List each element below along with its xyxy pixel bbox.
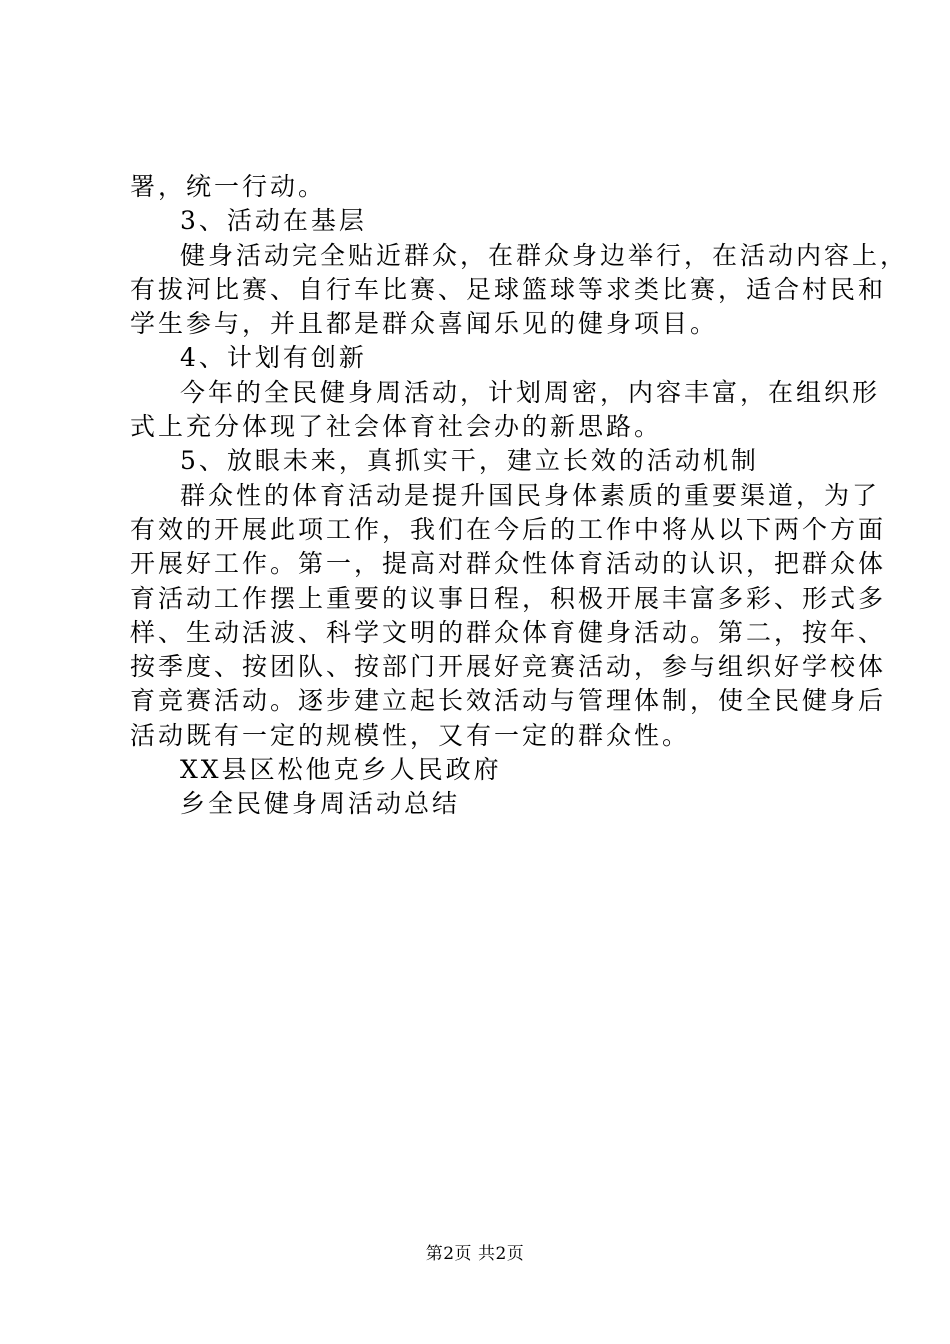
paragraph-line: 今年的全民健身周活动，计划周密，内容丰富，在组织形 (180, 377, 881, 407)
paragraph-line: 育活动工作摆上重要的议事日程，积极开展丰富多彩、形式多 (130, 583, 887, 613)
paragraph-line: 署，统一行动。 (130, 172, 327, 201)
paragraph-line: 活动既有一定的规模性，又有一定的群众性。 (130, 720, 691, 750)
paragraph-line: 式上充分体现了社会体育社会办的新思路。 (130, 412, 663, 442)
signature-organization: XX县区松他克乡人民政府 (180, 755, 502, 785)
section-heading: 4、计划有创新 (180, 343, 367, 373)
paragraph-line: 有拔河比赛、自行车比赛、足球篮球等求类比赛，适合村民和 (130, 274, 887, 304)
section-heading: 3、活动在基层 (180, 206, 367, 236)
paragraph-line: 健身活动完全贴近群众，在群众身边举行，在活动内容上， (180, 240, 909, 270)
signature-title: 乡全民健身周活动总结 (180, 789, 461, 819)
paragraph-line: 开展好工作。第一，提高对群众性体育活动的认识，把群众体 (130, 549, 887, 579)
page-number: 第2页 共2页 (425, 1244, 525, 1264)
paragraph-line: 有效的开展此项工作，我们在今后的工作中将从以下两个方面 (130, 514, 887, 544)
paragraph-line: 群众性的体育活动是提升国民身体素质的重要渠道，为了 (180, 480, 881, 510)
paragraph-line: 学生参与，并且都是群众喜闻乐见的健身项目。 (130, 309, 719, 339)
section-heading: 5、放眼未来，真抓实干，建立长效的活动机制 (180, 446, 759, 476)
paragraph-line: 样、生动活波、科学文明的群众体育健身活动。第二，按年、 (130, 617, 887, 647)
paragraph-line: 按季度、按团队、按部门开展好竞赛活动，参与组织好学校体 (130, 652, 887, 682)
paragraph-line: 育竞赛活动。逐步建立起长效活动与管理体制，使全民健身后 (130, 686, 887, 716)
document-body (130, 170, 909, 822)
